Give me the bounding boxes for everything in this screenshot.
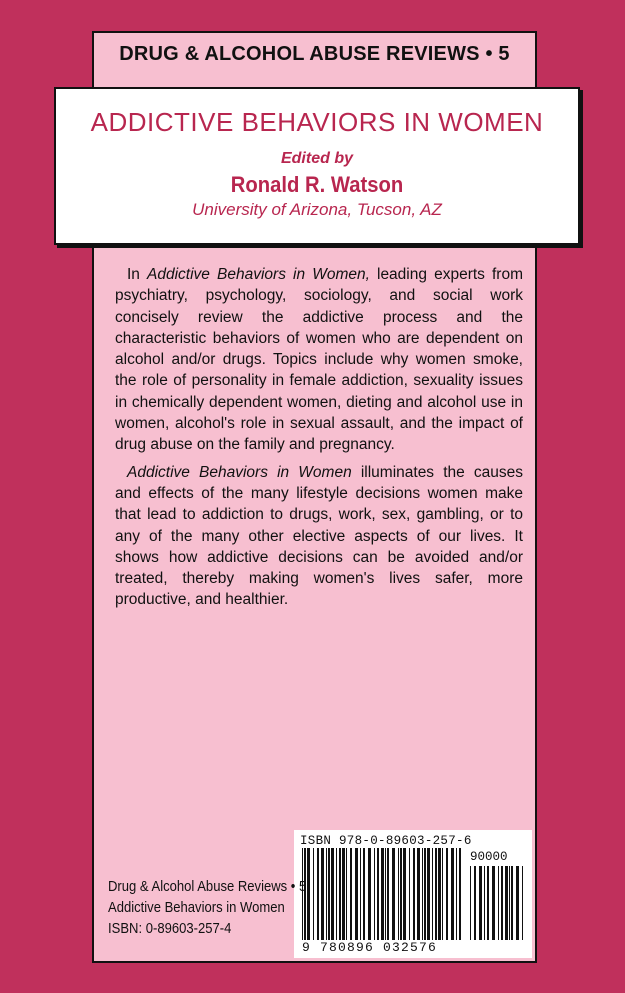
barcode-bar — [492, 866, 495, 940]
barcode-bar — [474, 866, 476, 940]
description-paragraph-2 — [115, 462, 523, 611]
barcode-bar — [381, 848, 384, 940]
barcode-bar — [374, 848, 375, 940]
barcode-bar — [328, 848, 330, 940]
series-heading: DRUG & ALCOHOL ABUSE REVIEWS • 5 — [119, 43, 510, 65]
barcode-bar — [484, 866, 485, 940]
barcode-bar — [432, 848, 433, 940]
barcode-bar — [501, 866, 503, 940]
barcode-bar — [331, 848, 334, 940]
price-code: 90000 — [470, 850, 508, 864]
barcode-bar — [363, 848, 365, 940]
barcode-bar — [360, 848, 361, 940]
p2-book-title: Addictive Behaviors in Women — [127, 463, 352, 481]
barcode-bar — [498, 866, 499, 940]
barcode-bar — [427, 848, 430, 940]
editor-affiliation: University of Arizona, Tucson, AZ — [192, 200, 442, 219]
barcode-bar — [509, 866, 510, 940]
barcode-bar — [435, 848, 437, 940]
p1-book-title: Addictive Behaviors in Women, — [147, 266, 370, 283]
barcode-bar — [522, 866, 523, 940]
p1-intro: In — [127, 266, 148, 283]
barcode-digits: 9 780896 032576 — [302, 940, 438, 955]
barcode-bar — [392, 848, 395, 940]
barcode-bar — [350, 848, 352, 940]
barcode-bar — [387, 848, 389, 940]
barcode-bar — [451, 848, 454, 940]
barcode-bar — [487, 866, 489, 940]
barcode-bar — [403, 848, 406, 940]
barcode-bar — [511, 866, 513, 940]
p1-text: leading experts from psychiatry, psychology, sociology, and social work concisely review the addictive process and the characteristic behaviors of women who are dependent on alcohol and/or drugs. Topics include why women smoke, the role of personality in female addiction, sexuality issues in chemically dependent women, dieting and alcohol use in women, alcohol's role in sexual assault, and the impact of drug abuse on the family and pregnancy. — [115, 266, 524, 454]
description — [115, 264, 523, 617]
barcode-block — [294, 830, 532, 958]
title-box — [54, 87, 580, 245]
barcode-bar — [470, 866, 471, 940]
barcode-bar — [505, 866, 508, 940]
bottom-series: Drug & Alcohol Abuse Reviews • 5 — [108, 879, 307, 895]
barcode-bar — [459, 848, 461, 940]
barcode-bar — [336, 848, 337, 940]
edited-by-label: Edited by — [280, 150, 353, 167]
addon-barcode — [470, 866, 526, 940]
barcode-bar — [377, 848, 379, 940]
barcode-bar — [422, 848, 423, 940]
barcode-bar — [424, 848, 426, 940]
barcode-bar — [479, 866, 482, 940]
barcode-bar — [398, 848, 399, 940]
barcode-bar — [368, 848, 371, 940]
editor-name: Ronald R. Watson — [230, 172, 404, 197]
barcode-bar — [355, 848, 358, 940]
barcode-bar — [339, 848, 341, 940]
barcode-bar — [346, 848, 347, 940]
barcode-bar — [438, 848, 441, 940]
book-title: ADDICTIVE BEHAVIORS IN WOMEN — [90, 107, 544, 137]
description-paragraph-1 — [115, 264, 523, 456]
barcode-bar — [442, 848, 443, 940]
barcode-bar — [516, 866, 519, 940]
p2-text: illuminates the causes and effects of the many lifestyle decisions women make that lead to addiction to drugs, work, sex, gambling, or to any of the many other elective aspects of our lives. It shows how addictive decisions can be avoided and/or treated, thereby making women's lives safer, more productive, and healthier. — [115, 463, 523, 609]
barcode-bar — [417, 848, 420, 940]
barcode-bar — [446, 848, 448, 940]
barcode-bar — [400, 848, 402, 940]
barcode-isbn-label: ISBN 978-0-89603-257-6 — [300, 834, 472, 848]
barcode-bar — [385, 848, 386, 940]
barcode-bar — [409, 848, 410, 940]
barcode-bar — [413, 848, 415, 940]
bottom-isbn: ISBN: 0-89603-257-4 — [108, 921, 232, 937]
barcode-bar — [342, 848, 345, 940]
barcode-bar — [456, 848, 457, 940]
bottom-title: Addictive Behaviors in Women — [108, 900, 285, 916]
spine-info — [108, 877, 328, 940]
